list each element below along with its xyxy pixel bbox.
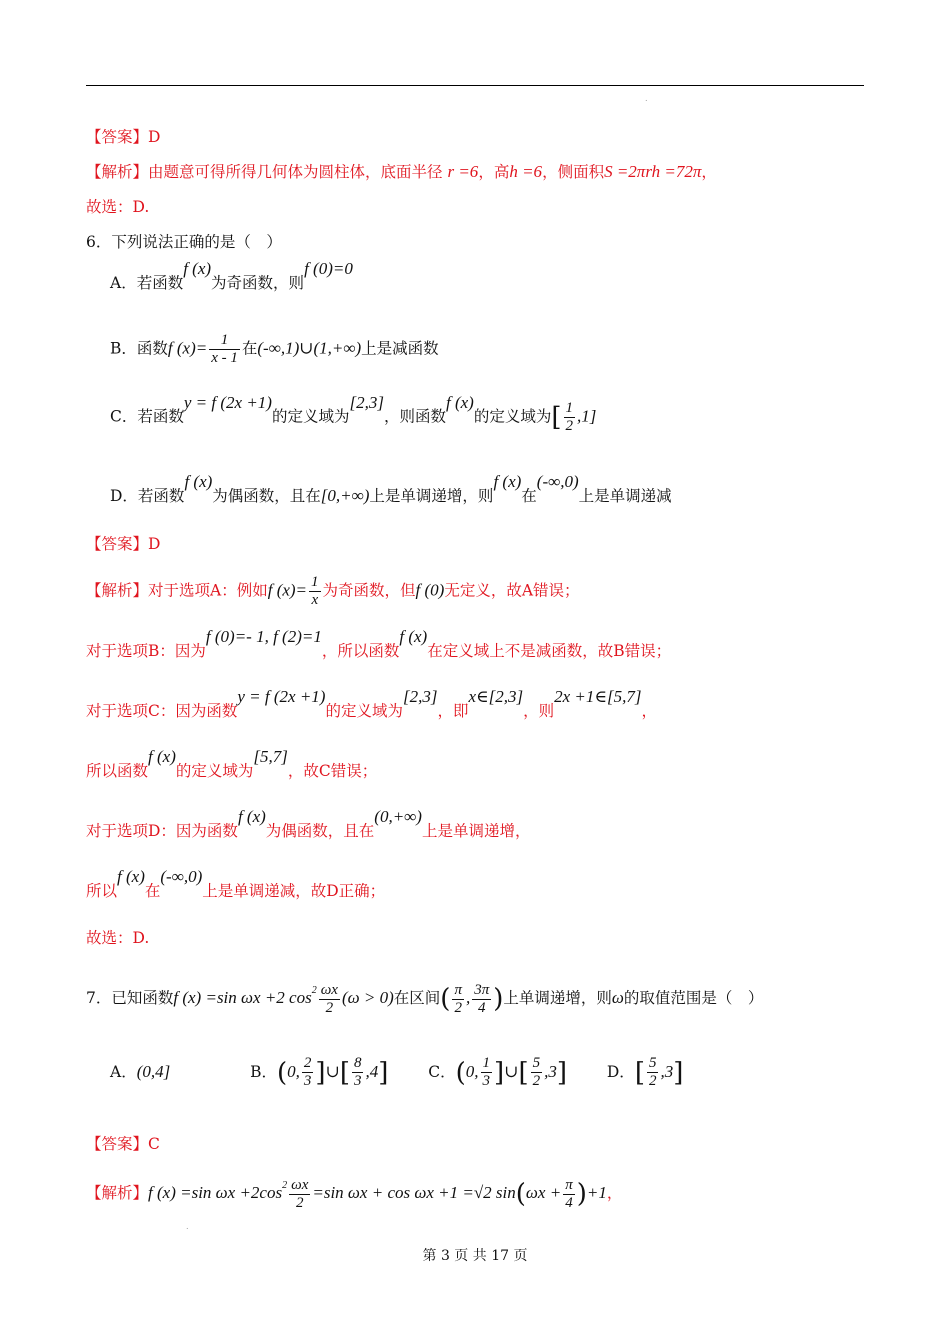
text: 的定义域为 bbox=[271, 407, 350, 426]
math: ω bbox=[611, 988, 624, 1007]
math: h =6 bbox=[509, 162, 543, 181]
math: y = f (2x +1) bbox=[183, 392, 272, 412]
text: 为偶函数，且在 bbox=[265, 822, 375, 840]
q6-answer bbox=[86, 533, 160, 555]
text: 在 bbox=[144, 882, 161, 900]
text: 无定义，故A错误； bbox=[444, 581, 580, 600]
fraction bbox=[531, 1055, 543, 1090]
math: [2,3] bbox=[402, 687, 438, 706]
math: (-∞,1)∪(1,+∞) bbox=[257, 338, 362, 358]
text: 对于选项D：因为函数 bbox=[86, 822, 238, 840]
text: 所以函数 bbox=[86, 762, 149, 780]
q6-option-b bbox=[110, 332, 439, 367]
q5-conclusion: 故选：D. bbox=[86, 198, 150, 216]
text: 为奇函数，但 bbox=[322, 581, 416, 600]
math: f (x)= bbox=[267, 580, 308, 600]
q6-analysis-2 bbox=[86, 627, 672, 662]
fraction bbox=[452, 982, 464, 1017]
math: r =6 bbox=[447, 162, 479, 181]
numerator: ωx bbox=[320, 981, 338, 998]
text: 对于选项B：因为 bbox=[86, 642, 206, 660]
denominator: 2 bbox=[565, 418, 573, 434]
math: f (x) bbox=[237, 807, 266, 826]
math: f (x) bbox=[184, 472, 213, 491]
denominator: 2 bbox=[532, 1073, 541, 1089]
decorative-dot: . bbox=[186, 1222, 189, 1231]
math: f (0) bbox=[415, 580, 445, 600]
denominator: x bbox=[311, 592, 319, 608]
text: 的定义域为 bbox=[175, 762, 254, 780]
q5-analysis bbox=[86, 161, 717, 183]
math: S =2πrh =72π bbox=[604, 162, 702, 181]
paren: ( bbox=[440, 984, 451, 1014]
denominator: 3 bbox=[353, 1073, 362, 1089]
numerator: 1 bbox=[482, 1055, 491, 1071]
q6-analysis-5 bbox=[86, 807, 531, 842]
text: ，侧面积 bbox=[542, 163, 605, 181]
fraction bbox=[352, 1055, 364, 1090]
math: f (x) =sin ωx +2 cos bbox=[173, 988, 312, 1007]
denominator: 4 bbox=[477, 999, 486, 1016]
fraction bbox=[309, 574, 321, 609]
text: 在区间 bbox=[393, 989, 441, 1007]
text: ，即 bbox=[437, 702, 469, 720]
answer-value: D bbox=[148, 535, 161, 553]
text: ，则 bbox=[523, 702, 555, 720]
fraction bbox=[289, 1177, 310, 1212]
math: ,3 bbox=[544, 1061, 557, 1081]
q7-answer bbox=[86, 1133, 160, 1155]
decorative-dot: . bbox=[645, 94, 648, 103]
header-rule bbox=[86, 85, 864, 86]
text: ， bbox=[701, 163, 717, 181]
answer-label: 【答案】 bbox=[86, 535, 149, 553]
text: B．函数 bbox=[110, 339, 168, 358]
math: [0,+∞) bbox=[320, 486, 370, 505]
fraction bbox=[209, 332, 240, 367]
text: 的定义域为 bbox=[473, 407, 552, 426]
math: f (x) bbox=[445, 392, 474, 412]
text: 在定义域上不是减函数，故B错误； bbox=[427, 642, 672, 660]
text: 由题意可得所得几何体为圆柱体，底面半径 bbox=[148, 163, 443, 181]
math: y = f (2x +1) bbox=[237, 687, 326, 706]
q7-options bbox=[110, 1055, 683, 1090]
denominator: 2 bbox=[325, 999, 334, 1016]
analysis-label: 【解析】 bbox=[86, 163, 149, 181]
text: ， bbox=[641, 702, 657, 720]
text: 为奇函数，则 bbox=[211, 274, 305, 292]
math: (0,+∞) bbox=[374, 807, 422, 826]
q6-analysis-1 bbox=[86, 574, 580, 609]
numerator: 8 bbox=[353, 1055, 362, 1071]
numerator: 1 bbox=[565, 400, 573, 416]
text: C．若函数 bbox=[110, 407, 184, 426]
fraction bbox=[564, 400, 576, 435]
q7-analysis: 【解析】f (x) =sin $\omega x +2\cos^2$ $\frac{\omega x}{2}$ =sin ωx + cos ωx +1 =√2 sin(ωx + $\frac{\pi}{4}$ )+1， bbox=[86, 1176, 623, 1211]
text: 对于选项A：例如 bbox=[148, 581, 268, 600]
math: f (x) =sin ωx +2cos bbox=[148, 1183, 283, 1202]
text: 为偶函数，且在 bbox=[212, 487, 321, 505]
denominator: 2 bbox=[295, 1194, 304, 1211]
q7-stem: 7．已知函数f (x) =sin ωx +2 $\cos^2$ $\frac{\omega x}{2}$ (ω > 0)在区间( $\frac{\pi}{2}$ , $\frac{3\pi}{4}$ )上单调递增，则ω的取值范围是（ ） bbox=[86, 981, 764, 1016]
text: 上是单调递增，则 bbox=[369, 487, 494, 505]
text: ， bbox=[606, 1184, 623, 1202]
math: (-∞,0) bbox=[536, 472, 579, 491]
math: (ω > 0) bbox=[341, 988, 394, 1007]
denominator: 3 bbox=[482, 1073, 491, 1089]
math: f (x)= bbox=[167, 338, 208, 358]
numerator: 5 bbox=[648, 1055, 657, 1071]
math: f (0)=0 bbox=[304, 259, 353, 278]
fraction bbox=[319, 982, 340, 1017]
q7-option-b: B．(0, $\frac{2}{3}$ ]∪[ $\frac{8}{3}$ ,4] bbox=[250, 1055, 389, 1089]
text: 上单调递增，则 bbox=[503, 989, 612, 1007]
math: ,3 bbox=[660, 1061, 674, 1081]
text: A．若函数 bbox=[110, 274, 184, 292]
q6-conclusion: 故选：D. bbox=[86, 929, 150, 947]
text: 对于选项C：因为函数 bbox=[86, 702, 238, 720]
bracket: [ bbox=[551, 402, 562, 433]
q6-option-d bbox=[110, 472, 672, 507]
analysis-label: 【解析】 bbox=[86, 581, 149, 600]
numerator: 1 bbox=[311, 574, 319, 590]
text: 所以 bbox=[86, 882, 118, 900]
numerator: π bbox=[454, 981, 462, 998]
math: [5,7] bbox=[253, 747, 288, 766]
fraction bbox=[481, 1055, 493, 1090]
text: 在 bbox=[241, 339, 258, 358]
q6-option-a bbox=[110, 259, 353, 294]
denominator: 4 bbox=[565, 1194, 573, 1211]
math: +1 bbox=[586, 1183, 607, 1202]
q6-stem: 6．下列说法正确的是（ ） bbox=[86, 233, 282, 251]
denominator: 2 bbox=[648, 1073, 657, 1089]
fraction bbox=[302, 1055, 314, 1090]
text: 7．已知函数 bbox=[86, 989, 174, 1007]
numerator: ωx bbox=[291, 1176, 309, 1193]
superscript: 2 bbox=[282, 1180, 288, 1191]
analysis-label: 【解析】 bbox=[86, 1184, 149, 1202]
answer-label: 【答案】 bbox=[86, 128, 149, 146]
q7-option-d: D．[ $\frac{5}{2}$ ,3] bbox=[606, 1055, 684, 1089]
answer-value: C bbox=[148, 1135, 160, 1153]
text: 的取值范围是（ ） bbox=[623, 989, 764, 1007]
math: f (0)=- 1, f (2)=1 bbox=[205, 627, 322, 646]
text: ，则函数 bbox=[383, 407, 446, 426]
text: A． bbox=[110, 1062, 137, 1081]
page-footer: 第 3 页 共 17 页 bbox=[422, 1248, 528, 1264]
math: 2x +1∈[5,7] bbox=[554, 687, 642, 706]
numerator: 3π bbox=[474, 981, 490, 998]
text: 的定义域为 bbox=[325, 702, 403, 720]
math: f (x) bbox=[493, 472, 522, 491]
math: (-∞,0) bbox=[160, 867, 203, 886]
fraction bbox=[647, 1055, 659, 1090]
q7-option-a bbox=[110, 1063, 175, 1081]
numerator: 1 bbox=[209, 332, 240, 350]
denominator: 3 bbox=[303, 1073, 312, 1089]
text: ，高 bbox=[478, 163, 510, 181]
denominator: 2 bbox=[454, 999, 462, 1016]
text: 上是单调递增， bbox=[421, 822, 531, 840]
denominator: x - 1 bbox=[211, 350, 238, 366]
fraction bbox=[563, 1177, 575, 1212]
text: ，故C错误； bbox=[287, 762, 378, 780]
math: f (x) bbox=[399, 627, 428, 646]
q6-option-c bbox=[110, 392, 597, 435]
superscript: 2 bbox=[311, 985, 317, 996]
text: C． bbox=[428, 1062, 456, 1081]
text: 上是减函数 bbox=[361, 339, 439, 358]
math: =sin ωx + cos ωx +1 =√2 sin bbox=[312, 1183, 516, 1202]
math: ,4 bbox=[365, 1061, 379, 1081]
q5-answer bbox=[86, 126, 160, 148]
text: D． bbox=[606, 1062, 635, 1081]
q6-analysis-3 bbox=[86, 687, 657, 722]
text: 上是单调递减 bbox=[578, 487, 672, 505]
q6-analysis-4 bbox=[86, 747, 378, 782]
text: D．若函数 bbox=[110, 487, 185, 505]
math: f (x) bbox=[117, 867, 145, 886]
math: (0,4] bbox=[136, 1061, 171, 1081]
text: 上是单调递减，故D正确； bbox=[202, 882, 386, 900]
text: ，所以函数 bbox=[321, 642, 400, 660]
numerator: π bbox=[565, 1176, 573, 1193]
numerator: 5 bbox=[532, 1055, 541, 1071]
math: ,1] bbox=[577, 406, 597, 426]
q7-option-c: C．(0, $\frac{1}{3}$ ]∪[ $\frac{5}{2}$ ,3] bbox=[428, 1055, 567, 1089]
math: ωx + bbox=[525, 1183, 562, 1202]
text: 在 bbox=[521, 487, 537, 505]
text: B． bbox=[250, 1062, 277, 1081]
q6-analysis-6 bbox=[86, 867, 386, 902]
math: [2,3] bbox=[349, 392, 384, 412]
math: x∈[2,3] bbox=[468, 687, 524, 706]
numerator: 2 bbox=[303, 1055, 312, 1071]
paren: ) bbox=[493, 984, 504, 1014]
answer-label: 【答案】 bbox=[86, 1135, 149, 1153]
fraction bbox=[472, 982, 491, 1017]
math: f (x) bbox=[148, 747, 176, 766]
answer-value: D bbox=[148, 128, 161, 146]
math: f (x) bbox=[183, 259, 212, 278]
